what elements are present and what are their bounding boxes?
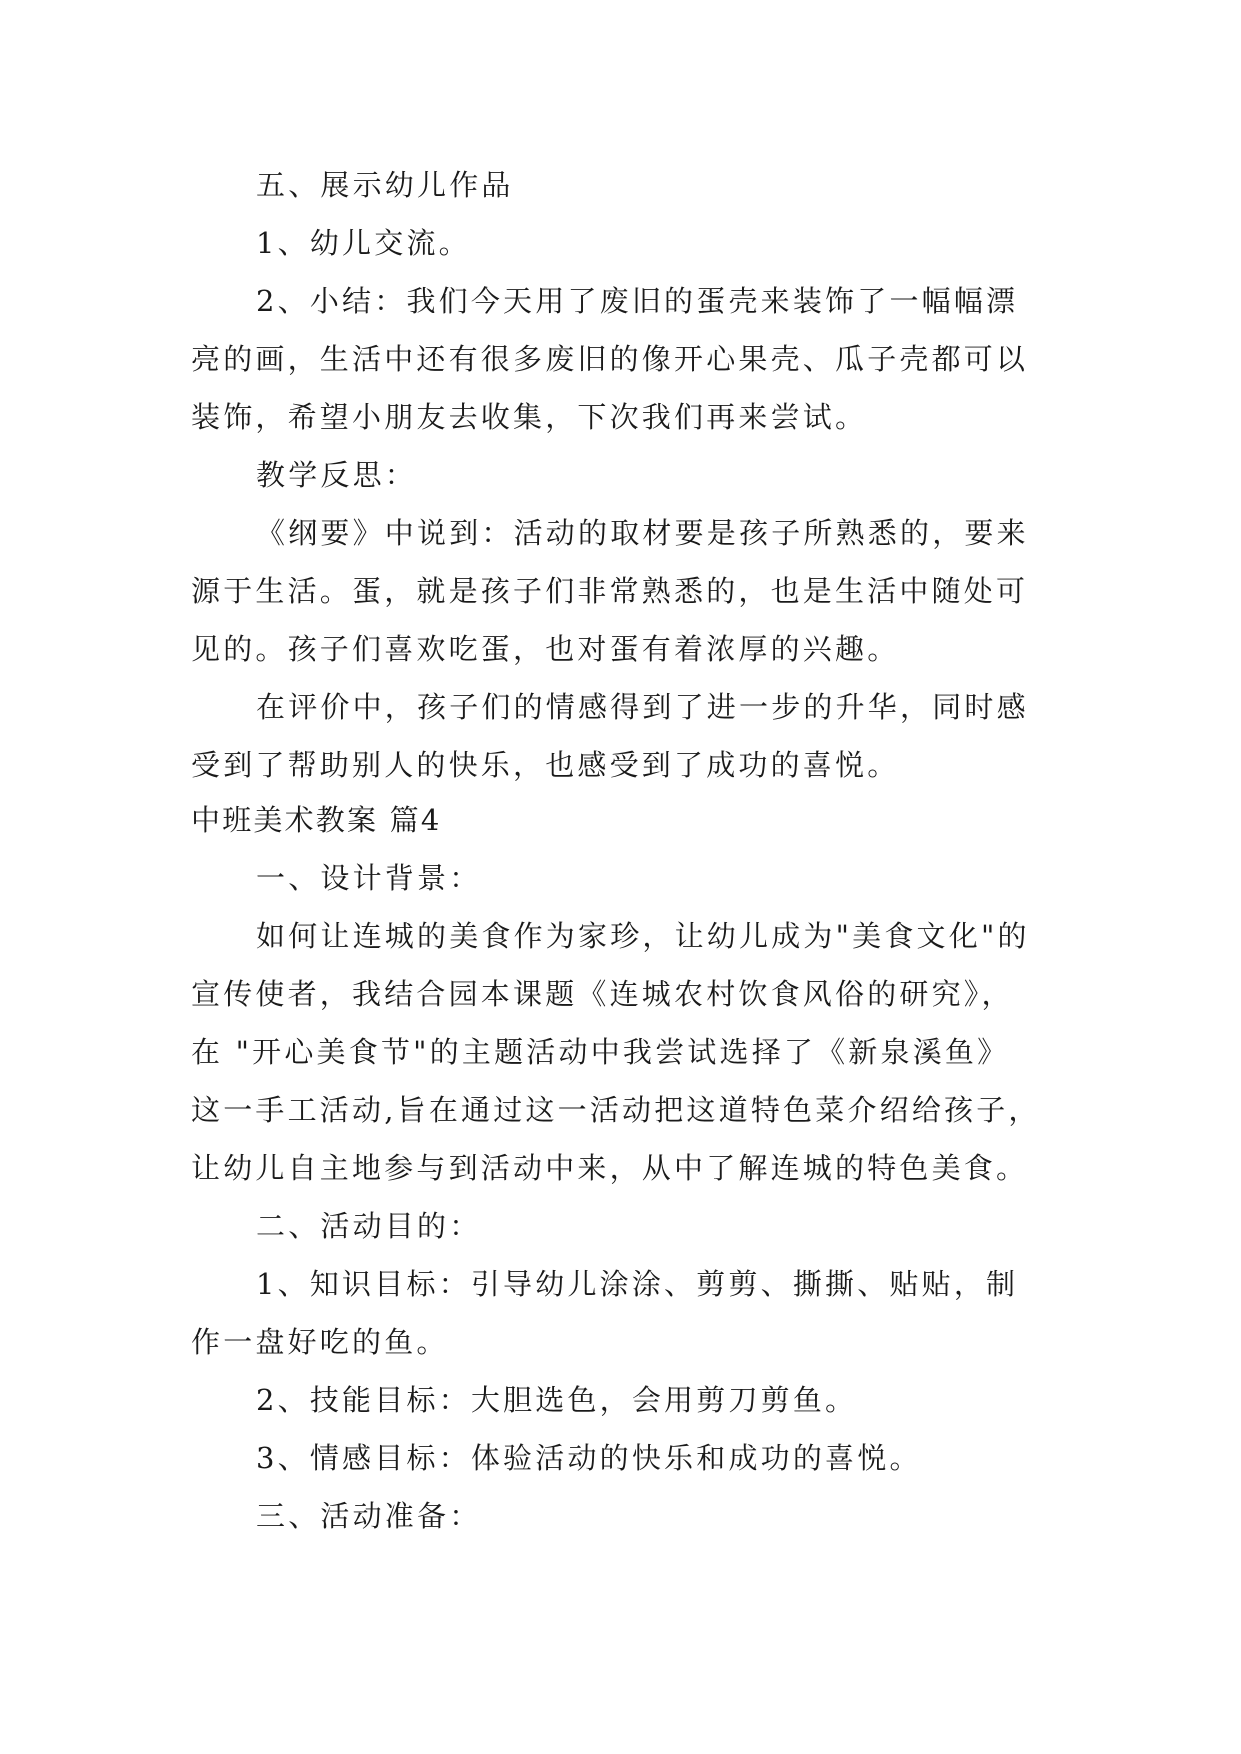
paragraph-line: 见的。孩子们喜欢吃蛋，也对蛋有着浓厚的兴趣。 — [191, 632, 900, 666]
section-heading-teaching-reflection: 教学反思： — [256, 458, 418, 492]
paragraph-line: 《纲要》中说到：活动的取材要是孩子所熟悉的，要来 — [256, 516, 1029, 550]
paragraph-line: 2、技能目标：大胆选色，会用剪刀剪鱼。 — [256, 1383, 858, 1417]
section-heading-design-background: 一、设计背景： — [256, 861, 482, 895]
paragraph-line: 这一手工活动,旨在通过这一活动把这道特色菜介绍给孩子， — [191, 1093, 1041, 1127]
paragraph-line: 受到了帮助别人的快乐，也感受到了成功的喜悦。 — [191, 748, 900, 782]
paragraph-line: 装饰，希望小朋友去收集，下次我们再来尝试。 — [191, 400, 868, 434]
paragraph-line: 在 "开心美食节"的主题活动中我尝试选择了《新泉溪鱼》 — [191, 1035, 1010, 1069]
paragraph-line: 亮的画，生活中还有很多废旧的像开心果壳、瓜子壳都可以 — [191, 342, 1029, 376]
paragraph-line: 在评价中，孩子们的情感得到了进一步的升华，同时感 — [256, 690, 1029, 724]
paragraph-line: 如何让连城的美食作为家珍，让幼儿成为"美食文化"的 — [256, 919, 1030, 953]
section-heading-activity-preparation: 三、活动准备： — [256, 1499, 482, 1533]
paragraph-line: 2、小结：我们今天用了废旧的蛋壳来装饰了一幅幅漂 — [256, 284, 1019, 318]
article-title: 中班美术教案 篇4 — [191, 803, 442, 837]
paragraph-line: 1、幼儿交流。 — [256, 226, 471, 260]
paragraph-line: 让幼儿自主地参与到活动中来，从中了解连城的特色美食。 — [191, 1151, 1029, 1185]
paragraph-line: 源于生活。蛋，就是孩子们非常熟悉的，也是生活中随处可 — [191, 574, 1029, 608]
paragraph-line: 1、知识目标：引导幼儿涂涂、剪剪、撕撕、贴贴，制 — [256, 1267, 1019, 1301]
section-heading-display-works: 五、展示幼儿作品 — [256, 168, 514, 202]
section-heading-activity-goals: 二、活动目的： — [256, 1209, 482, 1243]
paragraph-line: 作一盘好吃的鱼。 — [191, 1325, 449, 1359]
paragraph-line: 宣传使者，我结合园本课题《连城农村饮食风俗的研究》， — [191, 977, 1014, 1011]
paragraph-line: 3、情感目标：体验活动的快乐和成功的喜悦。 — [256, 1441, 922, 1475]
